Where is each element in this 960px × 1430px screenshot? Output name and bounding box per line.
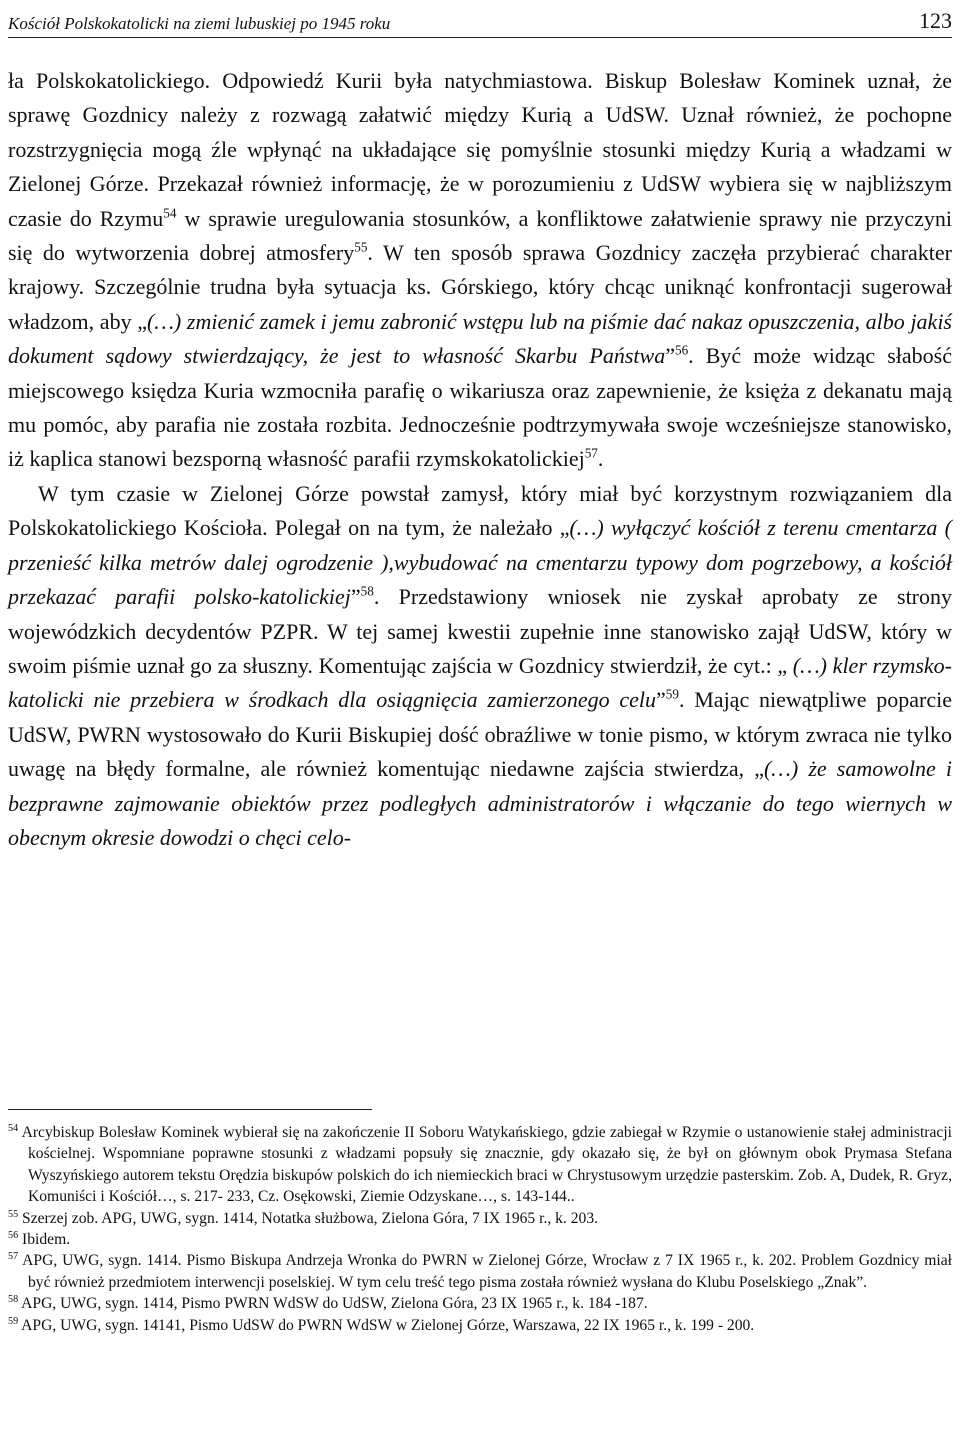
footnote-ref: 59	[665, 686, 679, 702]
footnote-number: 54	[8, 1122, 19, 1134]
footnote-number: 57	[8, 1251, 19, 1263]
body-text	[8, 64, 952, 855]
footnote-text: Ibidem.	[18, 1231, 71, 1249]
text-run: W tym czasie w Zielonej Górze powstał zamysł, który miał być korzystnym rozwiązaniem dla Polskokatolickiego Kościoła. Polegał on na tym, że należało „	[8, 480, 952, 541]
footnote	[8, 1208, 952, 1229]
footnote-text: APG, UWG, sygn. 1414. Pismo Biskupa Andrzeja Wronka do PWRN w Zielonej Górze, Wrocław z 7 IX 1965 r., k. 202. Problem Gozdnicy miał być również przedmiotem interwencji poselskiej. W tym celu treść tego pisma została również wysłana do Klubu Poselskiego „Znak”.	[18, 1252, 952, 1291]
footnote-separator	[8, 1109, 372, 1110]
text-run: ”	[350, 584, 361, 610]
quotation: (…) zmienić zamek i jemu zabronić wstępu lub na piśmie dać nakaz opuszczenia, albo jakiś dokument sądowy stwierdzający, że jest to własność Skarbu Państwa	[8, 308, 952, 369]
text-run: .	[597, 446, 604, 472]
body-paragraph	[8, 64, 952, 477]
text-run: . W ten sposób sprawa Gozdnicy zaczęła przybierać charakter krajowy. Szczególnie trudna była sytuacja ks. Górskiego, który chcąc uniknąć konfrontacji sugerował władzom, aby „	[8, 240, 953, 334]
text-run: . Być może widząc słabość miejscowego księdza Kuria wzmocniła parafię o wikariusza oraz zapewnienie, że księża z dekanatu mają mu pomóc, aby parafia nie została rozbita. Jednocześnie podtrzymywała swoje wcześniejsze stanowisko, iż kaplica stanowi bezsporną własność parafii rzymskokatolickiej	[8, 343, 953, 472]
footnote-ref: 58	[360, 583, 374, 599]
footnote-ref: 56	[674, 342, 689, 358]
quotation: (…) że samowolne i bezprawne zajmowanie obiektów przez podległych administratorów i włączanie do tego wiernych w obecnym okresie dowodzi o chęci celo-	[8, 756, 952, 850]
text-run: ”	[665, 343, 675, 369]
footnote	[8, 1229, 952, 1250]
footnote	[8, 1315, 952, 1336]
footnote-text: Arcybiskup Bolesław Kominek wybierał się na zakończenie II Soboru Watykańskiego, gdzie zabiegał w Rzymie o ustanowienie stałej administracji kościelnej. Wspomniane poprawne stosunki z władzami popsuły się znacznie, gdy okazało się, że był on głównym obok Prymasa Stefana Wyszyńskiego autorem tekstu Orędzia biskupów polskich do ich niemieckich braci w Chrystusowym urzędzie pasterskim. Zob. A, Dudek, R. Gryz, Komuniści i Kościół…, s. 217- 233, Cz. Osękowski, Ziemie Odzyskane…, s. 143-144..	[18, 1124, 952, 1206]
footnotes	[8, 1122, 952, 1336]
footnote	[8, 1122, 952, 1208]
text-run: ła Polskokatolickiego. Odpowiedź Kurii była natychmiastowa. Biskup Bolesław Kominek uznał, że sprawę Gozdnicy należy z rozwagą załatwić między Kurią a UdSW. Uznał również, że pochopne rozstrzygnięcia mogą źle wpłynąć na układające się pomyślnie stosunki między Kurią a władzami w Zielonej Górze. Przekazał również informację, że w porozumieniu z UdSW wybiera się w najbliższym czasie do Rzymu	[8, 68, 952, 231]
footnote-number: 55	[8, 1208, 19, 1220]
page-number: 123	[919, 8, 952, 33]
footnote-text: APG, UWG, sygn. 1414, Pismo PWRN WdSW do UdSW, Zielona Góra, 23 IX 1965 r., k. 184 -187.	[18, 1295, 648, 1313]
footnote-number: 58	[8, 1294, 19, 1306]
footnote-ref: 55	[354, 239, 368, 255]
header-rule	[8, 37, 952, 38]
text-run: . Przedstawiony wniosek nie zyskał aprobaty ze strony wojewódzkich decydentów PZPR. W tej samej kwestii zupełnie inne stanowisko zajął UdSW, który w swoim piśmie uznał go za słuszny. Komentując zajścia w Gozdnicy stwierdził, że cyt.: „	[8, 584, 953, 678]
body-paragraph	[8, 477, 952, 855]
footnote-ref: 57	[584, 446, 598, 462]
running-header	[8, 4, 952, 34]
footnote	[8, 1250, 952, 1293]
footnote-number: 59	[8, 1315, 19, 1327]
footnote-ref: 54	[163, 205, 177, 221]
running-title: Kościół Polskokatolicki na ziemi lubuskiej po 1945 roku	[8, 14, 391, 33]
quotation: (…) kler rzymsko-katolicki nie przebiera w środkach dla osiągnięcia zamierzonego celu	[8, 652, 952, 713]
text-run: ”	[656, 687, 666, 713]
footnote	[8, 1293, 952, 1314]
text-run: . Mając niewątpliwe poparcie UdSW, PWRN wystosowało do Kurii Biskupiej dość obraźliwe w tonie pismo, w którym zwraca nie tylko uwagę na błędy formalne, ale również komentując niedawne zajścia stwierdza, „	[8, 687, 952, 782]
quotation: (…) wyłączyć kościół z terenu cmentarza ( przenieść kilka metrów dalej ogrodzenie ),wybudować na cmentarzu typowy dom pogrzebowy, a kościół przekazać parafii polsko-katolickiej	[8, 515, 952, 610]
text-run: w sprawie uregulowania stosunków, a konfliktowe załatwienie sprawy nie przyczyni się do wytworzenia dobrej atmosfery	[8, 205, 952, 266]
footnote-text: Szerzej zob. APG, UWG, sygn. 1414, Notatka służbowa, Zielona Góra, 7 IX 1965 r., k. 203.	[18, 1209, 599, 1227]
footnote-number: 56	[8, 1229, 19, 1241]
footnote-text: APG, UWG, sygn. 14141, Pismo UdSW do PWRN WdSW w Zielonej Górze, Warszawa, 22 IX 1965 r., k. 199 - 200.	[18, 1316, 755, 1334]
